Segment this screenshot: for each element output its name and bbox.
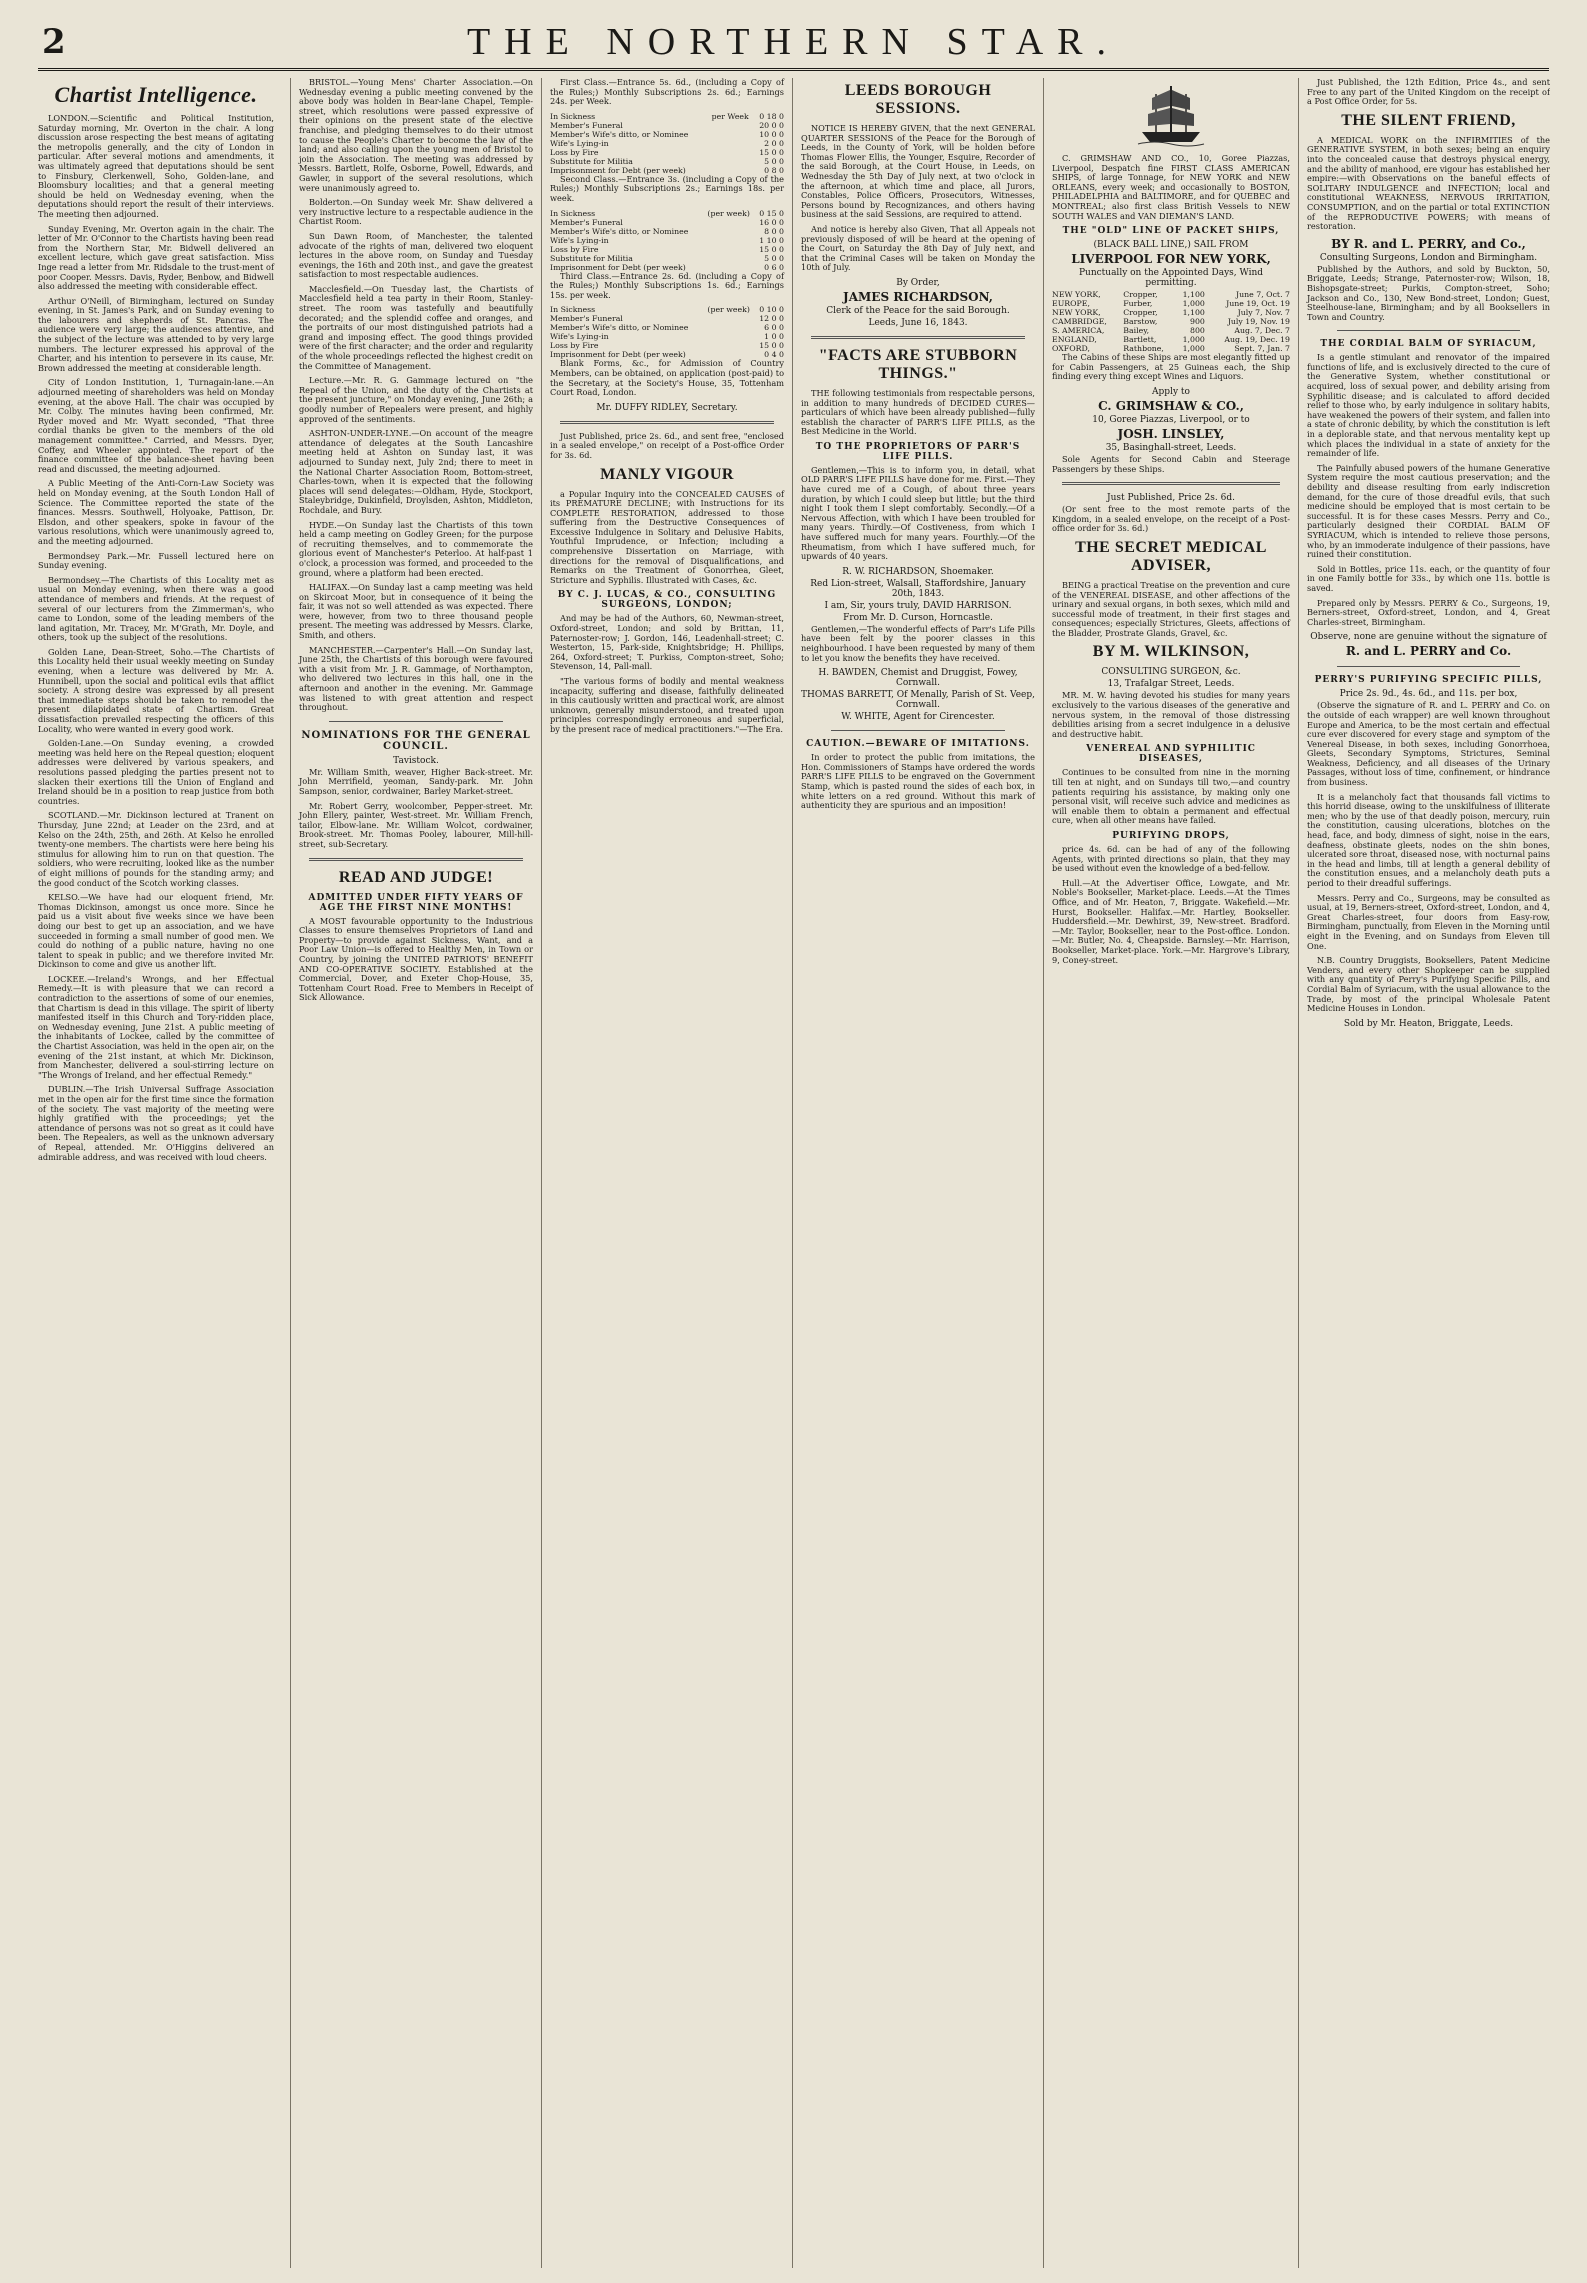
- table-row: [1052, 290, 1290, 299]
- advert-heading: THE SILENT FRIEND,: [1341, 111, 1516, 129]
- advert-authors: BY C. J. LUCAS, & CO., CONSULTING SURGEONS, LONDON;: [557, 590, 777, 611]
- table-row: [1052, 335, 1290, 344]
- advert-quote: "The various forms of bodily and mental weakness incapacity, suffering and disease, faithfully delineated in this cautiously written and practical work, are almost unknown, generally misunderstood, and treated upon principles correspondingly erroneous and superficial, by the present race of medical practitioners."—The Era.: [550, 676, 784, 734]
- sold-by: Sold by Mr. Heaton, Briggate, Leeds.: [1343, 1018, 1514, 1029]
- apply-name: JOSH. LINSLEY,: [1117, 426, 1225, 441]
- table-row: [1052, 299, 1290, 308]
- testimonial-signature: THOMAS BARRETT, Of Menally, Parish of St. Veep, Cornwall.: [801, 690, 1035, 711]
- table-row: [1052, 308, 1290, 317]
- table-cell: [707, 341, 755, 350]
- masthead: [38, 14, 1549, 71]
- letter-address: TO THE PROPRIETORS OF PARR'S LIFE PILLS.: [815, 441, 1021, 462]
- table-row: [550, 314, 784, 323]
- table-cell: Cropper,: [1123, 290, 1158, 300]
- observe-signature: R. and L. PERRY and Co.: [1345, 644, 1512, 659]
- advert-body: Published by the Authors, and sold by Buckton, 50, Briggate, Leeds; Strange, Paternoster-row; Wilson, 18, Bishopsgate-street; Purkis, Compton-street, Soho; Jackson and Co., 130, New Bond-street, London; Guest, Steelhouse-lane, Birmingham; and by all Booksellers in Town and Country.: [1307, 263, 1550, 322]
- table-cell: [707, 254, 755, 263]
- advert-authors-sub: Consulting Surgeons, London and Birmingham.: [1319, 252, 1538, 263]
- author-address: 13, Trafalgar Street, Leeds.: [1107, 679, 1235, 690]
- table-row: [550, 245, 784, 254]
- table-cell: Member's Funeral: [550, 120, 623, 130]
- table-cell: (per week): [707, 208, 750, 218]
- article-paragraph: City of London Institution, 1, Turnagain-lane.—An adjourned meeting of shareholders was held on Monday evening, at the above Hall. The chair was occupied by Mr. Colby. The minutes having been confirmed, Mr. Ryder moved and Mr. Wyatt seconded, "That three cordial thanks be given to the members of the old management committee." Carried, and Messrs. Dyer, Coffey, and Wheeler appointed. The report of the finance committee of the balance-sheet having been read and discussed, the meeting adjourned.: [38, 377, 274, 474]
- agents-note: Sole Agents for Second Cabin and Steerage Passengers by these Ships.: [1052, 453, 1290, 474]
- testimonial-letter: Gentlemen,—The wonderful effects of Parr's Life Pills have been felt by the poorer classes in this neighbourhood. I have been requested by many of them to let you know the benefits they have received.: [801, 623, 1035, 663]
- table-cell: Wife's Lying-in: [550, 138, 609, 148]
- table-cell: Wife's Lying-in: [550, 332, 609, 342]
- table-cell: [707, 218, 755, 227]
- notice-body: And notice is hereby also Given, That all Appeals not previously disposed of will be heard at the opening of the Court, on Saturday the 8th Day of July next, and that the Criminal Cases will be taken on Monday the 10th of July.: [801, 223, 1035, 273]
- advert-body: The Painfully abused powers of the humane Generative System require the most cautious preservation; and the debility and disease resulting from early indiscretion demand, for the cure of those dreadful evils, that such medicine should be employed that is most certain to be successful. It is for these cases Messrs. Perry and Co., particularly designed their CORDIAL BALM OF SYRIACUM, which is intended to relieve those persons, who, by an immoderate indulgence of their passions, have ruined their constitution.: [1307, 462, 1550, 560]
- table-row: [550, 130, 784, 139]
- advert-body: Messrs. Perry and Co., Surgeons, may be consulted as usual, at 19, Berners-street, Oxford-street, London, and 4, Great Charles-street, four doors from Easy-row, Birmingham, punctually, from Eleven in the Morning until eight in the Evening, and on Sundays from Eleven till One.: [1307, 892, 1550, 951]
- table-cell: [707, 227, 755, 236]
- table-row: [550, 332, 784, 341]
- nominations-place: Tavistock.: [393, 755, 439, 766]
- column-4: [792, 78, 1043, 2268]
- table-row: [550, 227, 784, 236]
- apply-label: Apply to: [1152, 386, 1190, 397]
- advert-heading: PERRY'S PURIFYING SPECIFIC PILLS,: [1314, 675, 1543, 686]
- table-cell: 15 0 0: [759, 341, 784, 351]
- table-cell: Furber,: [1123, 299, 1153, 309]
- table-cell: Member's Funeral: [550, 217, 623, 227]
- table-cell: [712, 139, 755, 148]
- table-cell: NEW YORK,: [1052, 290, 1101, 300]
- table-cell: Imprisonment for Debt (per week): [550, 350, 686, 360]
- advert-body: Continues to be consulted from nine in the morning till ten at night, and on Sundays till two,—and country patients requiring his assistance, by making only one personal visit, will receive such advice and medicines as will enable them to obtain a permanent and effectual cure, when all other means have failed.: [1052, 767, 1290, 826]
- table-cell: 900: [1190, 317, 1205, 327]
- table-cell: Sept. 7, Jan. 7: [1234, 344, 1290, 354]
- table-cell: Imprisonment for Debt (per week): [550, 165, 686, 175]
- divider: [831, 730, 1005, 731]
- advert-heading: THE CORDIAL BALM OF SYRIACUM,: [1320, 339, 1537, 350]
- advert-body: A MOST favourable opportunity to the Industrious Classes to ensure themselves Proprietors of Land and Property—to provide against Sickness, Want, and a Poor Law Union—is offered to Healthy Men, in Town or Country, by joining the UNITED PATRIOTS' BENEFIT AND CO-OPERATIVE SOCIETY. Established at the Commercial, Dover, and Exeter Chop-House, 35, Tottenham Court Road. Free to Members in Receipt of Sick Allowance.: [299, 915, 533, 1003]
- table-cell: [707, 332, 755, 341]
- notice-body: NOTICE IS HEREBY GIVEN, that the next GENERAL QUARTER SESSIONS of the Peace for the Borough of Leeds, in the County of York, will be holden before Thomas Flower Ellis, the Younger, Esquire, Recorder of the said Borough, at the Court House, in Leeds, on Wednesday the 5th Day of July next, at two o'clock in the afternoon, at which time and place, all Jurors, Constables, Police Officers, Prosecutors, Witnesses, Persons bound by Recognizances, and others having business at the said Sessions, are required to attend.: [801, 123, 1035, 220]
- nominations-heading: NOMINATIONS FOR THE GENERAL COUNCIL.: [301, 729, 531, 752]
- table-cell: [707, 236, 755, 245]
- divider: [329, 721, 503, 722]
- advert-body: MR. M. W. having devoted his studies for many years exclusively to the various diseases of the generative and nervous system, in the removal of those distressing debilities arising from a secret indulgence in a delusive and destructive habit.: [1052, 690, 1290, 739]
- advert-heading: READ AND JUDGE!: [338, 868, 494, 886]
- table-cell: June 19, Oct. 19: [1226, 299, 1290, 309]
- notice-sign-name: JAMES RICHARDSON,: [843, 289, 993, 304]
- table-cell: In Sickness: [550, 208, 596, 218]
- article-paragraph: DUBLIN.—The Irish Universal Suffrage Association met in the open air for the first time since the formation of the society. The vast majority of the meeting were highly gratified with the proceedings; yet the attendance of persons was not so great as it could have been. The Repealers, as well as the unknown adversary of Repeal, attended. Mr. O'Higgins delivered an admirable address, and was received with loud cheers.: [38, 1084, 274, 1162]
- table-cell: Bailey,: [1123, 326, 1150, 336]
- column-1: [38, 78, 282, 2268]
- table-cell: [712, 148, 755, 157]
- table-cell: 10 0 0: [759, 129, 784, 139]
- table-cell: 0 18 0: [759, 111, 784, 121]
- table-cell: Member's Wife's ditto, or Nominee: [550, 323, 689, 333]
- testimonial-signature: W. WHITE, Agent for Cirencester.: [841, 712, 995, 723]
- table-cell: 12 0 0: [759, 314, 784, 324]
- table-row: [550, 121, 784, 130]
- article-paragraph: A Public Meeting of the Anti-Corn-Law Society was held on Monday evening, at the South London Hall of Science. The Committee reported the state of the finances. Messrs. Southwell, Holyoake, Pattison, Dr. Elsdon, and other speakers, spoke in favour of the various resolutions, which were unanimously agreed to, and the meeting adjourned.: [38, 478, 274, 546]
- table-cell: [707, 314, 755, 323]
- table-cell: Rathbone,: [1123, 344, 1164, 354]
- table-cell: EUROPE,: [1052, 299, 1090, 309]
- table-cell: Loss by Fire: [550, 244, 599, 254]
- table-cell: [712, 121, 755, 130]
- table-cell: 20 0 0: [759, 120, 784, 130]
- author-title: CONSULTING SURGEON, &c.: [1101, 667, 1241, 678]
- table-cell: 5 0 0: [764, 156, 784, 166]
- testimonial-address: Red Lion-street, Walsall, Staffordshire, January 20th, 1843.: [810, 578, 1026, 599]
- nominations-list: Mr. Robert Gerry, woolcomber, Pepper-street. Mr. John Ellery, painter, West-street. Mr. William French, tailor, Elbow-lane. Mr. William Wolcot, cordwainer, Brook-street. Mr. Thomas Pooley, labourer, Mill-hill-street, sub-Secretary.: [299, 800, 533, 849]
- notice-sign-by: By Order,: [896, 277, 940, 288]
- table-cell: 0 8 0: [764, 165, 784, 175]
- table-cell: Aug. 7, Dec. 7: [1234, 326, 1290, 336]
- table-cell: 0 6 0: [764, 262, 784, 272]
- table-cell: June 7, Oct. 7: [1236, 290, 1290, 300]
- route-heading: LIVERPOOL FOR NEW YORK,: [1071, 252, 1271, 267]
- advert-body: (Observe the signature of R. and L. PERRY and Co. on the outside of each wrapper) are well known throughout Europe and America, to be the most certain and effectual cure ever discovered for every stage and symptom of the Venereal Disease, in both sexes, including Gonorrhoea, Gleets, Secondary Symptoms, Strictures, Seminal Weakness, Deficiency, and all diseases of the Urinary Passages, without loss of time, confinement, or hindrance from business.: [1307, 700, 1550, 788]
- advert-body: It is a melancholy fact that thousands fall victims to this horrid disease, owing to the unskilfulness of illiterate men; who by the use of that deadly poison, mercury, ruin the constitution, causing ulcerations, blotches on the head, face, and body, dimness of sight, noise in the ears, deafness, obstinate gleets, nodes on the shin bones, ulcerated sore throat, diseased nose, with nocturnal pains in the head and limbs, till at length a general debility of the constitution ensues, and a melancholy death puts a period to their dreadful sufferings.: [1307, 791, 1550, 888]
- apply-address: 10, Goree Piazzas, Liverpool, or to: [1092, 414, 1250, 425]
- table-cell: 800: [1190, 326, 1205, 336]
- table-cell: Cropper,: [1123, 308, 1158, 318]
- table-cell: 0 4 0: [764, 350, 784, 360]
- table-cell: [712, 130, 755, 139]
- article-paragraph: Sunday Evening, Mr. Overton again in the chair. The letter of Mr. O'Connor to the Chartists having been read from the Northern Star, Mr. Bidwell delivered an excellent lecture, which gave great satisfaction. Miss Inge read a letter from Mr. Ridsdale to the trust-ment of poor Cooper. Messrs. Davis, Ryder, Benbow, and Bidwell also addressed the meeting with considerable effect.: [38, 223, 274, 292]
- table-cell: 16 0 0: [759, 217, 784, 227]
- author-name: BY M. WILKINSON,: [1092, 643, 1250, 661]
- columns: [38, 78, 1549, 2268]
- table-cell: Loss by Fire: [550, 147, 599, 157]
- table-row: [550, 157, 784, 166]
- shipping-firm: C. GRIMSHAW AND CO., 10, Goree Piazzas, Liverpool, Despatch fine FIRST CLASS AMERICAN SHIPS, of large Tonnage, for NEW YORK and NEW ORLEANS, every week; and occasionally to BOSTON, PHILADELPHIA and BALTIMORE, and for QUEBEC and MONTREAL; also first class British Vessels to NEW SOUTH WALES and VAN DIEMAN'S LAND.: [1052, 153, 1290, 221]
- divider: [1062, 482, 1280, 485]
- table-cell: CAMBRIDGE,: [1052, 317, 1107, 327]
- table-row: [550, 323, 784, 332]
- testimonial-signature: R. W. RICHARDSON, Shoemaker.: [842, 566, 994, 577]
- testimonial-letter: Gentlemen,—This is to inform you, in detail, what OLD PARR'S LIFE PILLS have done for me. First.—They have cured me of a Cough, of about three years duration, by which I could sleep but little; but the third night I took them I slept comfortably. Secondly.—Of a Nervous Affection, with which I have been troubled for many years. Thirdly.—Of Costiveness, from which I have suffered much for many years. Fourthly.—Of the Rheumatism, from which I have suffered much, for upwards of 40 years.: [801, 464, 1035, 562]
- table-cell: 2 0 0: [764, 138, 784, 148]
- newspaper-title: THE NORTHERN STAR.: [466, 21, 1121, 63]
- publication-sub: (Or sent free to the most remote parts of the Kingdom, in a sealed envelope, on the receipt of a Post-office order for 3s. 6d.): [1052, 504, 1290, 534]
- article-paragraph: Golden-Lane.—On Sunday evening, a crowded meeting was held here on the Repeal question; eloquent addresses were delivered by various speakers, and resolutions passed pledging the parties present not to slacken their exertions till the Union of England and Ireland should be in a position to reap justice from both countries.: [38, 738, 274, 806]
- advert-subheading: PURIFYING DROPS,: [1112, 831, 1230, 841]
- advert-heading: THE SECRET MEDICAL ADVISER,: [1075, 538, 1267, 574]
- table-row: [550, 218, 784, 227]
- article-paragraph: MANCHESTER.—Carpenter's Hall.—On Sunday last, June 25th, the Chartists of this borough were favoured with a visit from Mr. J. R. Gammage, of Northampton, who delivered two lectures in this hall, one in the afternoon and another in the evening. Mr. Gammage was listened to with great attention and respect throughout.: [299, 644, 533, 713]
- table-row: [550, 305, 784, 314]
- divider: [560, 421, 774, 424]
- advert-body: N.B. Country Druggists, Booksellers, Patent Medicine Venders, and every other Shopkeeper can be supplied with any quantity of Perry's Purifying Specific Pills, and Cordial Balm of Syriacum, with the usual allowance to the Trade, by most of the principal Wholesale Patent Medicine Houses in London.: [1307, 955, 1550, 1014]
- table-cell: Substitute for Militia: [550, 253, 633, 263]
- publication-notice: Just Published, the 12th Edition, Price 4s., and sent Free to any part of the United Kingdom on the receipt of a Post Office Order, for 5s.: [1307, 78, 1550, 107]
- table-cell: S. AMERICA,: [1052, 326, 1105, 336]
- column-5: [1043, 78, 1298, 2268]
- benefits-table-first: [550, 112, 784, 175]
- table-cell: [707, 245, 755, 254]
- table-cell: Member's Wife's ditto, or Nominee: [550, 226, 689, 236]
- table-cell: Imprisonment for Debt (per week): [550, 262, 686, 272]
- table-cell: 5 0 0: [764, 253, 784, 263]
- article-paragraph: Bermondsey.—The Chartists of this Locality met as usual on Monday evening, when there was a good attendance of members and friends. At the request of several of our lecturers from the Zimmerman's, who came to London, some of the leading members of the land agitation, Mr. Tracey, Mr. M'Grath, Mr. Doyle, and others, took up the subject of the resolutions.: [38, 574, 274, 643]
- third-class-terms: Third Class.—Entrance 2s. 6d. (including a Copy of the Rules;) Monthly Subscriptions 1s. 6d.; Earnings 15s. per week.: [550, 270, 784, 300]
- apply-address: 35, Basinghall-street, Leeds.: [1105, 442, 1237, 453]
- article-paragraph: SCOTLAND.—Mr. Dickinson lectured at Tranent on Thursday, June 22nd; at Leader on the 23rd, and at Kelso on the 24th, 25th, and 26th. At Kelso he enrolled twenty-one members. The chartists were here being his stimulus for allowing him to run on that question. The soldiers, who were recruiting, looked like as the number of eight millions of pounds for the standing army; and the good conduct of the Scotch working classes.: [38, 810, 274, 888]
- advert-heading: MANLY VIGOUR: [600, 465, 734, 483]
- table-cell: 1,000: [1182, 335, 1205, 345]
- publication-notice: Just Published, price 2s. 6d., and sent free, "enclosed in a sealed envelope," on receipt of a Post-office Order for 3s. 6d.: [550, 430, 784, 460]
- table-cell: 0 10 0: [759, 305, 784, 315]
- article-paragraph: Lecture.—Mr. R. G. Gammage lectured on "the Repeal of the Union, and the duty of the Chartists at the present juncture," on Monday evening, June 26th; a goodly number of Repealers were present, and highly approved of the sentiments.: [299, 375, 533, 424]
- table-cell: 15 0 0: [759, 244, 784, 254]
- cabin-note: The Cabins of these Ships are most elegantly fitted up for Cabin Passengers, at 25 Guineas each, the Ship finding every thing except Wines and Liquors.: [1052, 352, 1290, 382]
- second-class-terms: Second Class.—Entrance 3s. (including a Copy of the Rules;) Monthly Subscriptions 2s.; Earnings 18s. per week.: [550, 173, 784, 203]
- table-cell: July 7, Nov. 7: [1237, 308, 1290, 318]
- nominations-list: Mr. William Smith, weaver, Higher Back-street. Mr. John Merrifield, yeoman, Sandy-park. Mr. John Sampson, senior, cordwainer, Barley Market-street.: [299, 766, 533, 796]
- article-paragraph: LONDON.—Scientific and Political Institution, Saturday morning, Mr. Overton in the chair. A long discussion arose respecting the best means of agitating the metropolis generally, and the city of London in particular. After several motions and amendments, it was ultimately agreed that deputations should be sent to Finsbury, Clerkenwell, Soho, Golden-lane, and Bloomsbury localities; and that a general meeting should be held on Wednesday evening, when the deputations should report the result of their interviews. The meeting then adjourned.: [38, 113, 274, 219]
- table-cell: Loss by Fire: [550, 341, 599, 351]
- table-row: [550, 139, 784, 148]
- advert-body: THE following testimonials from respectable persons, in addition to many hundreds of DECIDED CURES—particulars of which have been already published—fully establish the character of PARR'S LIFE PILLS, as the Best Medicine in the World.: [801, 387, 1035, 437]
- table-cell: OXFORD,: [1052, 344, 1090, 354]
- table-row: [1052, 317, 1290, 326]
- article-paragraph: HALIFAX.—On Sunday last a camp meeting was held on Skircoat Moor, but in consequence of it being the fair, it was not so well attended as was expected. There were, however, from two to three thousand people present. The meeting was addressed by Messrs. Clarke, Smith, and others.: [299, 582, 533, 641]
- article-paragraph: Sun Dawn Room, of Manchester, the talented advocate of the rights of man, delivered two eloquent lectures in the above room, on Sunday and Tuesday evenings, the 16th and 20th inst., and gave the greatest satisfaction to most respectable audiences.: [299, 230, 533, 280]
- table-cell: July 19, Nov. 19: [1227, 317, 1290, 327]
- advert-body: price 4s. 6d. can be had of any of the following Agents, with printed directions so plain, that they may be used without even the knowledge of a bed-fellow.: [1052, 844, 1290, 874]
- route-sub: Punctually on the Appointed Days, Wind permitting.: [1078, 268, 1264, 289]
- first-class-terms: First Class.—Entrance 5s. 6d., (including a Copy of the Rules;) Monthly Subscriptions 2s. 6d.; Earnings 24s. per Week.: [550, 78, 784, 107]
- page-number: 2: [42, 22, 66, 62]
- column-6: [1298, 78, 1550, 2268]
- table-cell: [712, 157, 755, 166]
- table-cell: 8 0 0: [764, 226, 784, 236]
- secretary-signature: Mr. DUFFY RIDLEY, Secretary.: [596, 402, 738, 413]
- table-row: [550, 341, 784, 350]
- table-row: [550, 236, 784, 245]
- caution-body: In order to protect the public from imitations, the Hon. Commissioners of Stamps have ordered the words PARR'S LIFE PILLS to be engraved on the Government Stamp, which is pasted round the sides of each box, in white letters on a red ground. Without this mark of authenticity they are spurious and an imposition!: [801, 752, 1035, 811]
- advert-subheading: ADMITTED UNDER FIFTY YEARS OF AGE THE FIRST NINE MONTHS!: [308, 892, 524, 913]
- article-paragraph: Bermondsey Park.—Mr. Fussell lectured here on Sunday evening.: [38, 550, 274, 571]
- table-cell: Bartlett,: [1123, 335, 1157, 345]
- agents-list: Hull.—At the Advertiser Office, Lowgate, and Mr. Noble's Bookseller, Market-place. Leeds.—At the Times Office, and of Mr. Heaton, 7, Briggate. Wakefield.—Mr. Hurst, Bookseller. Halifax.—Mr. Hartley, Bookseller. Huddersfield.—Mr. Dewhirst, 39, New-street. Bradford.—Mr. Taylor, Bookseller, near to the Post-office. London.—Mr. Butler, No. 4, Cheapside. Barnsley.—Mr. Harrison, Bookseller, Market-place. York.—Mr. Hargrove's Library, 9, Coney-street.: [1052, 877, 1290, 965]
- advert-body: a Popular Inquiry into the CONCEALED CAUSES of its PREMATURE DECLINE; with Instructions for its COMPLETE RESTORATION, addressed to those suffering from the Destructive Consequences of Excessive Indulgence in Solitary and Delusive Habits, Youthful Imprudence, or Infection; including a comprehensive Dissertation on Marriage, with directions for the removal of Disqualifications, and Remarks on the Treatment of Gonorrhea, Gleet, Stricture and Syphilis. Illustrated with Cases, &c.: [550, 488, 784, 585]
- table-row: [550, 254, 784, 263]
- table-cell: In Sickness: [550, 305, 596, 315]
- ship-icon: [1136, 80, 1206, 150]
- notice-sign-date: Leeds, June 16, 1843.: [868, 317, 968, 328]
- table-cell: Substitute for Militia: [550, 156, 633, 166]
- advert-body: A MEDICAL WORK on the INFIRMITIES of the GENERATIVE SYSTEM, in both sexes; being an enquiry into the concealed cause that destroys physical energy, and the ability of manhood, ere vigour has established her empire:—with Observations on the baneful effects of SOLITARY INDULGENCE and INFECTION; local and constitutional WEAKNESS, NERVOUS IRRITATION, CONSUMPTION, and on the partial or total EXTINCTION of the REPRODUCTIVE POWERS; with means of restoration.: [1307, 134, 1550, 232]
- notice-sign-title: Clerk of the Peace for the said Borough.: [826, 305, 1010, 316]
- testimonial-address: From Mr. D. Curson, Horncastle.: [843, 612, 993, 623]
- table-cell: 1,100: [1182, 308, 1205, 318]
- advert-body: Prepared only by Messrs. PERRY & Co., Surgeons, 19, Berners-street, Oxford-street, London, and 4, Great Charles-street, Birmingham.: [1307, 597, 1550, 627]
- table-cell: 0 15 0: [759, 208, 784, 218]
- article-paragraph: HYDE.—On Sunday last the Chartists of this town held a camp meeting on Godley Green; for the purpose of recruiting themselves, and to commemorate the glorious event of Manchester's Peterloo. At half-past 1 o'clock, a procession was formed, and proceeded to the ground, where a platform had been erected.: [299, 519, 533, 578]
- advert-subheading: VENEREAL AND SYPHILITIC DISEASES,: [1086, 744, 1256, 765]
- article-paragraph: KELSO.—We have had our eloquent friend, Mr. Thomas Dickinson, amongst us once more. Since he paid us a visit about five weeks since we have been doing our best to get up an association, and we have succeeded in forming a small number of good men. We could do nothing of a public nature, having no one talent to speak in public; and we therefore invited Mr. Dickinson to come and give us another lift.: [38, 892, 274, 970]
- divider: [1337, 330, 1520, 331]
- section-heading: LEEDS BOROUGH SESSIONS.: [844, 82, 992, 117]
- table-row: [550, 148, 784, 157]
- testimonial-signature: I am, Sir, yours truly, DAVID HARRISON.: [824, 600, 1012, 611]
- section-heading: Chartist Intelligence.: [54, 82, 258, 107]
- table-cell: 6 0 0: [764, 323, 784, 333]
- apply-name: C. GRIMSHAW & CO.,: [1098, 398, 1244, 413]
- packet-line-sub: (BLACK BALL LINE,) SAIL FROM: [1093, 240, 1249, 251]
- article-paragraph: ASHTON-UNDER-LYNE.—On account of the meagre attendance of delegates at the South Lancashire meeting held at Ashton on Sunday last, it was adjourned to Sunday next, July 2nd; there to meet in the National Charter Association Room, Bottom-street, Charles-town, when it is expected that the following places will send delegates:—Oldham, Hyde, Stockport, Staleybridge, Dukinfield, Droylsden, Ashton, Middleton, Rochdale, and Bury.: [299, 428, 533, 515]
- table-cell: per Week: [711, 111, 749, 121]
- sailing-schedule: [1052, 290, 1290, 353]
- article-paragraph: Arthur O'Neill, of Birmingham, lectured on Sunday evening, in St. James's Park, and on Sunday evening to the labourers and shepherds of St. Pancras. The audience were very large; the audiences attentive, and the subject of the lecture was attended to by very large numbers. The lecturer expressed his approval of the Charter, and his intention to persevere in its cause, Mr. Brown addressed the meeting at considerable length.: [38, 295, 274, 373]
- table-cell: Wife's Lying-in: [550, 235, 609, 245]
- benefits-table-second: [550, 209, 784, 272]
- article-paragraph: Bolderton.—On Sunday week Mr. Shaw delivered a very instructive lecture to a respectable audience in the Chartist Room.: [299, 197, 533, 227]
- table-cell: (per week): [707, 305, 750, 315]
- table-cell: 1 10 0: [759, 235, 784, 245]
- table-row: [550, 112, 784, 121]
- article-paragraph: BRISTOL.—Young Mens' Charter Association.—On Wednesday evening a public meeting convened by the above body was holden in Bear-lane Chapel, Temple-street, which resolutions were passed expressive of their opinions on the present state of the elective franchise, and pledging themselves to do their utmost to cause the People's Charter to become the law of the land; and also calling upon the young men of Bristol to join the Association. The meeting was addressed by Messrs. Bartlett, Rolfe, Osborne, Powell, Edwards, and Gawler, in support of the several resolutions, which were unanimously agreed to.: [299, 78, 533, 193]
- table-cell: 15 0 0: [759, 147, 784, 157]
- table-cell: In Sickness: [550, 111, 596, 121]
- table-cell: Aug. 19, Dec. 19: [1224, 335, 1290, 345]
- table-cell: Member's Funeral: [550, 314, 623, 324]
- table-cell: ENGLAND,: [1052, 335, 1097, 345]
- divider: [309, 858, 523, 861]
- table-cell: NEW YORK,: [1052, 308, 1101, 318]
- table-cell: 1,000: [1182, 344, 1205, 354]
- table-row: [550, 209, 784, 218]
- table-row: [1052, 326, 1290, 335]
- table-cell: 1,000: [1182, 299, 1205, 309]
- publication-notice: Just Published, Price 2s. 6d.: [1107, 493, 1235, 504]
- caution-heading: CAUTION.—BEWARE OF IMITATIONS.: [806, 739, 1030, 750]
- article-paragraph: Golden Lane, Dean-Street, Soho.—The Chartists of this Locality held their usual weekly meeting on Sunday evening, when a lecture was delivered by Mr. A. Hunnibell, upon the social and political evils that afflict society. A strong desire was expressed by all present that immediate steps should be taken to remodel the present dilapidated state of Chartism. Great dissatisfaction prevailed respecting the officers of this Locality, who were wanted in every good work.: [38, 646, 274, 734]
- advert-body: And may be had of the Authors, 60, Newman-street, Oxford-street, London; and sold by Brittan, 11, Paternoster-row; J. Gordon, 146, Leadenhall-street; C. Westerton, 15, Park-side, Knightsbridge; H. Phillips, 264, Oxford-street; T. Purkiss, Compton-street, Soho; Stevenson, 14, Pall-mall.: [550, 613, 784, 672]
- benefits-table-third: [550, 305, 784, 359]
- table-cell: [707, 323, 755, 332]
- divider: [811, 336, 1025, 339]
- column-2: [290, 78, 541, 2268]
- advert-price: Price 2s. 9d., 4s. 6d., and 11s. per box,: [1339, 689, 1518, 700]
- article-paragraph: LOCKEE.—Ireland's Wrongs, and her Effectual Remedy.—It is with pleasure that we can record a contradiction to the assertions of some of our enemies, that Chartism is dead in this village. The spirit of liberty manifested itself in this Church and Tory-ridden place, on Wednesday evening, June 21st. A public meeting of the inhabitants of Lockee, called by the committee of the Chartist Association, was held in the open air, on the evening of the 21st instant, at which Mr. Dickinson, from Manchester, delivered a soul-stirring lecture on "The Wrongs of Ireland, and her effectual Remedy.": [38, 973, 274, 1080]
- table-cell: Barstow,: [1123, 317, 1158, 327]
- blank-forms-note: Blank Forms, &c., for Admission of Country Members, can be obtained, on application (post-paid) to the Secretary, at the Society's House, 35, Tottenham Court Road, London.: [550, 358, 784, 398]
- advert-heading: "FACTS ARE STUBBORN THINGS.": [818, 346, 1018, 382]
- advert-body: Is a gentle stimulant and renovator of the impaired functions of life, and is exclusively directed to the cure of the Generative System, whether constitutional or acquired, loss of sexual power, and debility arising from Syphilitic disease; and is calculated to afford decided relief to those who, by early indulgence in solitary habits, have weakened the powers of their system, and fallen into a state of chronic debility, by which the constitution is left in a deplorable state, and that nervous mentality kept up which places the individual in a state of anxiety for the remainder of life.: [1307, 352, 1550, 459]
- table-cell: 1,100: [1182, 290, 1205, 300]
- packet-line-name: THE "OLD" LINE OF PACKET SHIPS,: [1062, 226, 1280, 237]
- advert-price: Sold in Bottles, price 11s. each, or the quantity of four in one Family bottle for 33s., by which one 11s. bottle is saved.: [1307, 563, 1550, 593]
- divider: [1337, 666, 1520, 667]
- table-cell: 1 0 0: [764, 332, 784, 342]
- column-3: [541, 78, 792, 2268]
- observe-note: Observe, none are genuine without the signature of: [1310, 632, 1547, 643]
- testimonial-signature: H. BAWDEN, Chemist and Druggist, Fowey, Cornwall.: [818, 668, 1018, 689]
- article-paragraph: Macclesfield.—On Tuesday last, the Chartists of Macclesfield held a tea party in their Room, Stanley-street. The room was tastefully and beautifully decorated; and the splendid coffee and oranges, and the portraits of our most distinguished patriots had a grand and imposing effect. The good things provided were of the first character; and the order and regularity of the whole proceedings reflected the highest credit on the Committee of Management.: [299, 283, 533, 371]
- table-cell: Member's Wife's ditto, or Nominee: [550, 129, 689, 139]
- advert-authors: BY R. and L. PERRY, and Co.,: [1331, 236, 1526, 251]
- advert-body: BEING a practical Treatise on the prevention and cure of the VENEREAL DISEASE, and other affections of the urinary and sexual organs, in both sexes, which mild and successful mode of treatment, in their first stages and consequences; especially Strictures, Gleets, affections of the Bladder, Prostrate Glands, Gravel, &c.: [1052, 579, 1290, 638]
